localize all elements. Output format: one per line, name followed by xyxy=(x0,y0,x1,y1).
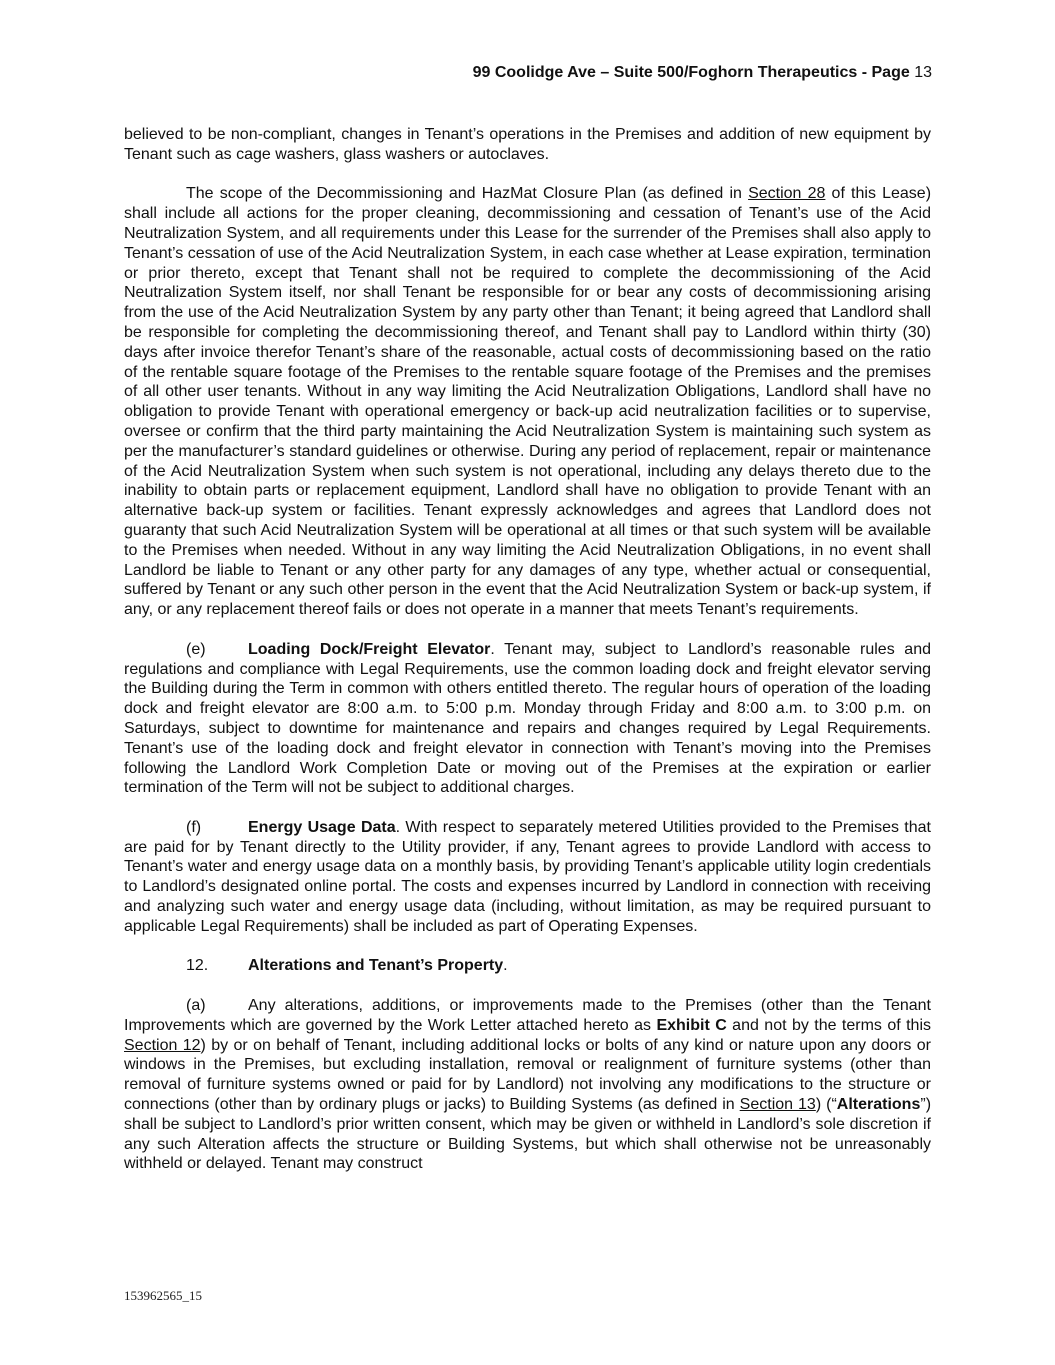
clause-heading-energy-usage: Energy Usage Data xyxy=(248,818,396,836)
document-body xyxy=(124,125,931,1194)
decommissioning-text-start: The scope of the Decommissioning and HazMat Closure Plan (as defined in xyxy=(186,185,749,203)
clause-number-a: (a) xyxy=(186,997,206,1015)
alterations-text-2: and not by the terms of this xyxy=(726,1016,932,1034)
section-13-reference: Section 13 xyxy=(739,1096,816,1114)
paragraph-decommissioning-scope xyxy=(124,184,931,620)
clause-number-f: (f) xyxy=(186,818,202,836)
alterations-defined-term: Alterations xyxy=(836,1096,921,1114)
section-number-12: 12. xyxy=(186,957,209,975)
clause-text-energy-usage: . With respect to separately metered Utilities provided to the Premises that are paid for by Tenant directly to the Utility provider, if any, Tenant agrees to provide Landlord with access to Tenant’s water and energy usage data on a monthly basis, by providing Tenant’s applicable utility login credentials to Landlord’s designated online portal. The costs and expenses incurred by Landlord in connection with receiving and analyzing such water and energy usage data (including, without limitation, as may be required pursuant to applicable Legal Requirements) shall be included as part of Operating Expenses. xyxy=(124,818,931,935)
header-title: 99 Coolidge Ave – Suite 500/Foghorn Therapeutics - Page xyxy=(472,64,910,81)
alterations-text-3: ) by or on behalf of Tenant, including additional locks or bolts of any kind or nature upon any doors or windows in the Premises, but excluding installation, removal or realignment of furniture systems (other than removal of furniture systems owned or paid for by Landlord) not involving any modifications to the structure or connections (other than by ordinary plugs or jacks) to Building Systems (as defined in xyxy=(124,1036,931,1114)
paragraph-alterations xyxy=(124,996,931,1174)
document-id-footer: 153962565_15 xyxy=(124,1288,202,1303)
page-header xyxy=(473,63,932,83)
section-12-reference: Section 12 xyxy=(124,1036,201,1054)
exhibit-c-reference: Exhibit C xyxy=(656,1016,727,1034)
paragraph-continuation: believed to be non-compliant, changes in Tenant’s operations in the Premises and addition of new equipment by Tenant such as cage washers, glass washers or autoclaves. xyxy=(124,126,931,163)
paragraph-energy-usage xyxy=(124,818,931,937)
alterations-text-5: ”) shall be subject to Landlord’s prior written consent, which may be given or withheld in Landlord’s sole discretion if any such Alteration affects the structure or Building Systems, but which shall otherwise not be unreasonably withheld or delayed. Tenant may construct xyxy=(124,1096,932,1173)
clause-heading-loading-dock: Loading Dock/Freight Elevator xyxy=(248,640,491,658)
section-12-heading xyxy=(124,956,931,976)
clause-number-e: (e) xyxy=(186,640,206,658)
section-12-title: Alterations and Tenant’s Property xyxy=(248,957,504,975)
section-28-reference: Section 28 xyxy=(748,185,826,203)
clause-text-loading-dock: . Tenant may, subject to Landlord’s reasonable rules and regulations and compliance with Legal Requirements, use the common loading dock and freight elevator serving the Building during the Term in common with others entitled thereto. The regular hours of operation of the loading dock and freight elevator are 8:00 a.m. to 5:00 p.m. Monday through Friday and 8:00 a.m. to 3:00 p.m. on Saturdays, subject to downtime for maintenance and repairs and changes required by Legal Requirements. Tenant’s use of the loading dock and freight elevator in connection with Tenant’s moving into the Premises following the Landlord Work Completion Date or moving out of the Premises at the expiration or earlier termination of the Term will not be subject to additional charges. xyxy=(124,640,932,797)
alterations-text-4: ) (“ xyxy=(815,1096,837,1114)
decommissioning-text-rest: of this Lease) shall include all actions for the proper cleaning, decommissioning and cessation of Tenant’s use of the Acid Neutralization System, and all requirements under this Lease for the surrender of the Premises shall also apply to Tenant’s cessation of use of the Acid Neutralization System, in each case whether at Lease expiration, termination or prior thereto, except that Tenant shall not be required to complete the decommissioning of the Acid Neutralization System itself, nor shall Tenant be responsible for or bear any costs of decommissioning arising from the use of the Acid Neutralization System by any party other than Tenant; it being agreed that Landlord shall be responsible for completing the decommissioning thereof, and Tenant shall pay to Landlord within thirty (30) days after invoice therefor Tenant’s share of the reasonable, actual costs of decommissioning based on the ratio of the rentable square footage of the Premises to the rentable square footage of the Premises and the premises of all other user tenants. Without in any way limiting the Acid Neutralization Obligations, Landlord shall have no obligation to provide Tenant with operational emergency or back-up acid neutralization facilities or to supervise, oversee or confirm that the third party maintaining the Acid Neutralization System is maintaining such system as per the manufacturer’s standard guidelines or otherwise. During any period of replacement, repair or maintenance of the Acid Neutralization System when such system is not operational, including any delays thereto due to the inability to obtain parts or replacement equipment, Landlord shall have no obligation to provide Tenant with an alternative back-up system or facilities. Tenant expressly acknowledges and agrees that Landlord does not guaranty that such Acid Neutralization System will be operational at all times or that such system will be available to the Premises when needed. Without in any way limiting the Acid Neutralization Obligations, in no event shall Landlord be liable to Tenant or any other party for any damages of any type, whether actual or consequential, suffered by Tenant or any such other person in the event that the Acid Neutralization System or back-up system, if any, or any replacement thereof fails or does not operate in a manner that meets Tenant’s requirements. xyxy=(124,185,932,619)
header-page-number: 13 xyxy=(914,64,932,81)
alterations-text-1: Any alterations, additions, or improvements made to the Premises (other than the Tenant Improvements which are governed by the Work Letter attached hereto as xyxy=(124,997,931,1034)
section-12-period: . xyxy=(503,957,508,975)
paragraph-loading-dock xyxy=(124,640,931,798)
